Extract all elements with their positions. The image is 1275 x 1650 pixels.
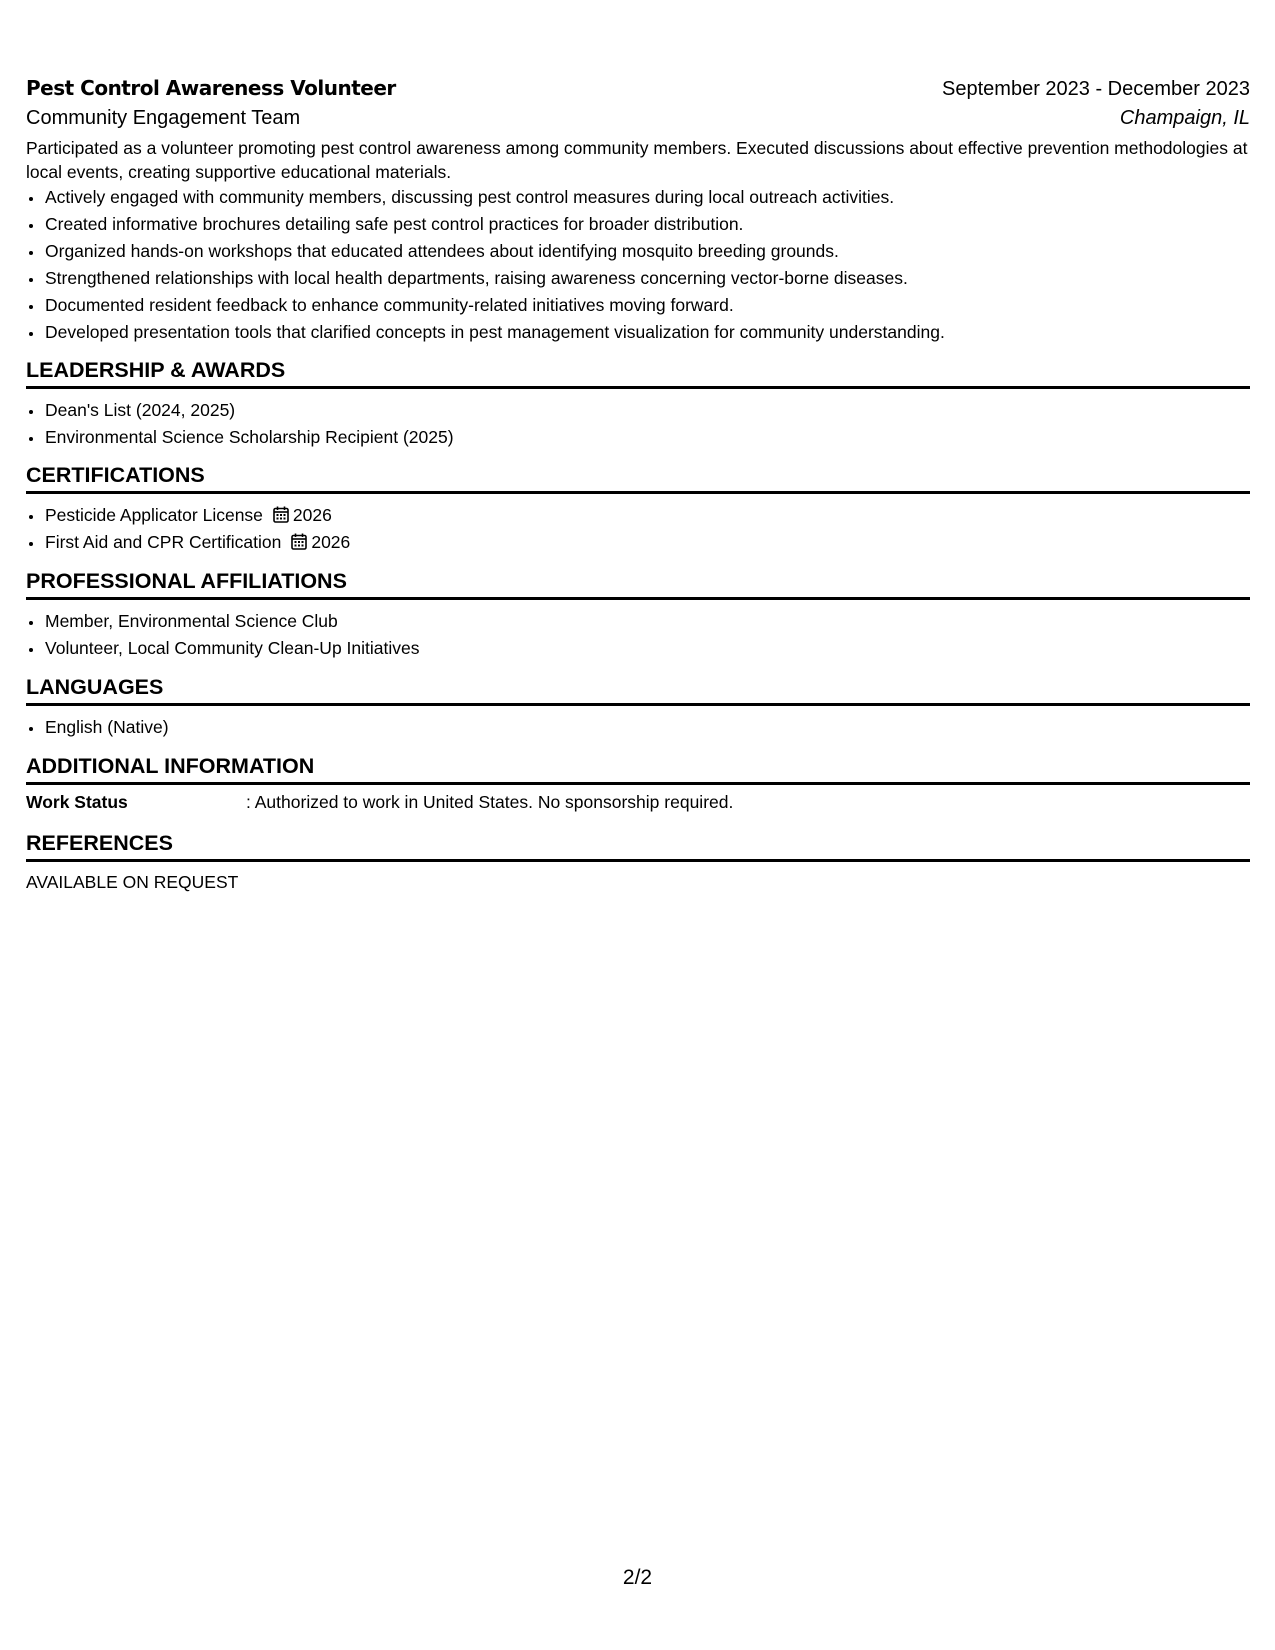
references-section (26, 829, 1250, 894)
section-heading: LEADERSHIP & AWARDS (26, 356, 1250, 389)
job-title: Pest Control Awareness Volunteer (26, 76, 396, 100)
leadership-list (26, 397, 1250, 451)
languages-section (26, 673, 1250, 741)
section-heading: REFERENCES (26, 829, 1250, 862)
leadership-section (26, 356, 1250, 451)
list-item: • English (Native) (44, 714, 1250, 741)
certifications-list (26, 502, 1250, 556)
experience-entry (26, 76, 1250, 346)
certification-name: First Aid and CPR Certification (45, 532, 282, 552)
calendar-icon (291, 533, 307, 550)
references-text: AVAILABLE ON REQUEST (26, 872, 239, 892)
list-item: • Created informative brochures detailing safe pest control practices for broader distribution. (44, 211, 1250, 238)
list-item: • Volunteer, Local Community Clean-Up Initiatives (44, 635, 1250, 662)
section-heading: LANGUAGES (26, 673, 1250, 706)
list-item: • Dean's List (2024, 2025) (44, 397, 1250, 424)
job-dates: September 2023 - December 2023 (942, 78, 1250, 100)
list-item: • Actively engaged with community members, discussing pest control measures during local outreach activities. (44, 184, 1250, 211)
calendar-icon (273, 506, 289, 523)
job-summary: Participated as a volunteer promoting pest control awareness among community members. Executed discussions about effective prevention methodologies at local events, creating supportive educational materials. (26, 138, 1248, 182)
resume-page (26, 0, 1250, 1650)
job-organization: Community Engagement Team (26, 107, 301, 129)
list-item: • Member, Environmental Science Club (44, 608, 1250, 635)
certifications-section (26, 461, 1250, 556)
affiliations-section (26, 567, 1250, 662)
section-heading: CERTIFICATIONS (26, 461, 1250, 494)
languages-list (26, 714, 1250, 741)
additional-info-section (26, 752, 1250, 814)
list-item: • Strengthened relationships with local health departments, raising awareness concerning vector-borne diseases. (44, 265, 1250, 292)
work-status-value: : Authorized to work in United States. No sponsorship required. (246, 792, 734, 812)
section-heading: PROFESSIONAL AFFILIATIONS (26, 567, 1250, 600)
list-item (44, 502, 1250, 529)
certification-name: Pesticide Applicator License (45, 505, 263, 525)
certification-year: 2026 (311, 532, 351, 552)
work-status-label: Work Status (26, 792, 128, 812)
certification-year: 2026 (292, 505, 332, 525)
list-item: • Environmental Science Scholarship Recipient (2025) (44, 424, 1250, 451)
list-item: • Developed presentation tools that clarified concepts in pest management visualization for community understanding. (44, 319, 1250, 346)
section-heading: ADDITIONAL INFORMATION (26, 752, 1250, 785)
list-item (44, 529, 1250, 556)
affiliations-list (26, 608, 1250, 662)
list-item: • Documented resident feedback to enhance community-related initiatives moving forward. (44, 292, 1250, 319)
page-number: 2/2 (622, 1566, 653, 1589)
list-item: • Organized hands-on workshops that educated attendees about identifying mosquito breeding grounds. (44, 238, 1250, 265)
job-bullets (26, 184, 1250, 346)
job-location: Champaign, IL (1119, 107, 1250, 129)
work-status-row (26, 790, 1250, 814)
